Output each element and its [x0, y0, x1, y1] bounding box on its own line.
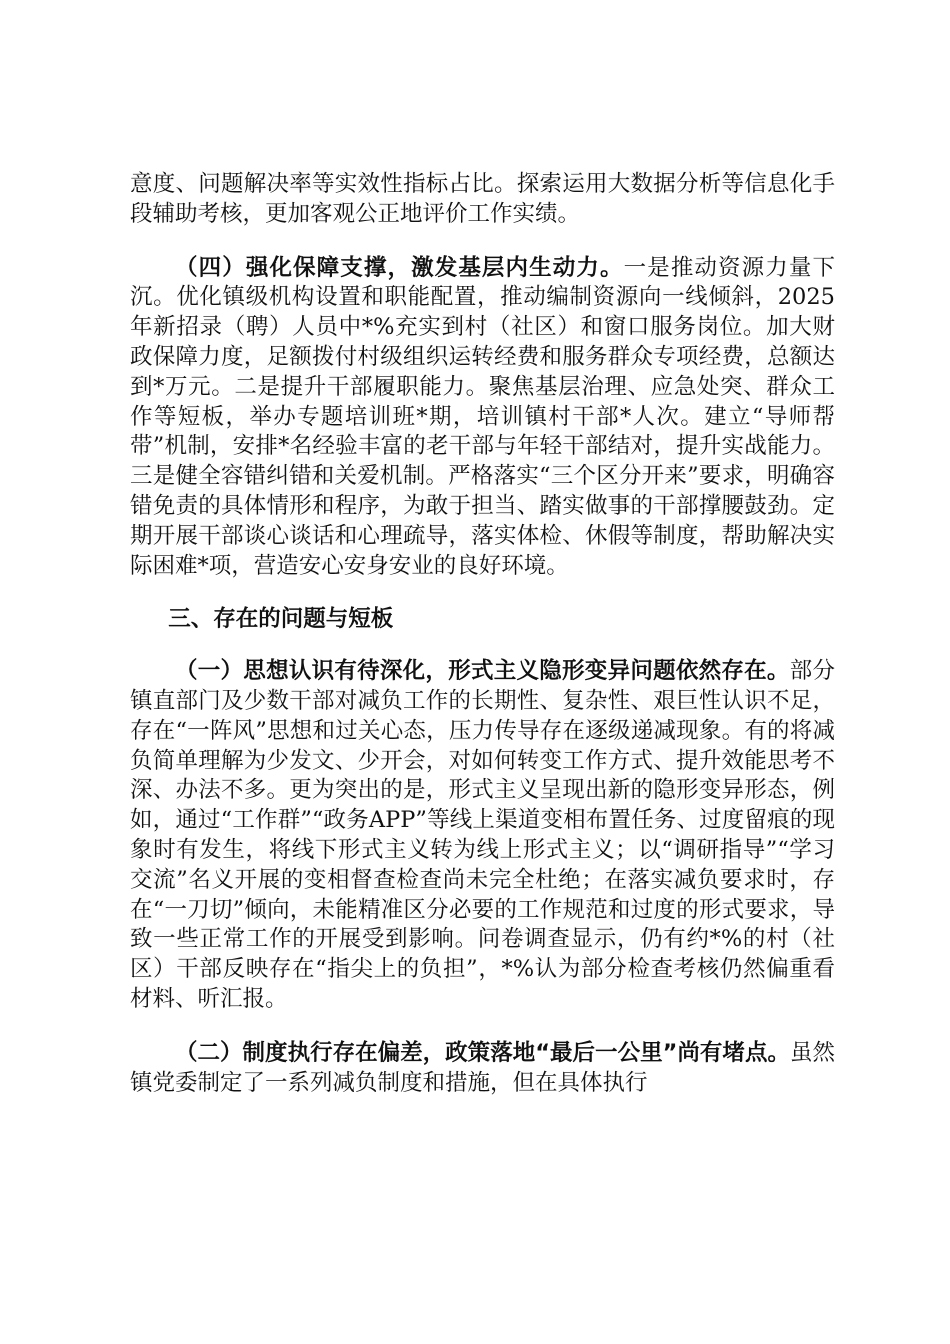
paragraph-text: 一是推动资源力量下沉。优化镇级机构设置和职能配置，推动编制资源向一线倾斜，2025年新招录（聘）人员中*%充实到村（社区）和窗口服务岗位。加大财政保障力度，足额拨付村级组织运转经费和服务群众专项经费，总额达到*万元。二是提升干部履职能力。聚焦基层治理、应急处突、群众工作等短板，举办专题培训班*期，培训镇村干部*人次。建立“导师帮带”机制，安排*名经验丰富的老干部与年轻干部结对，提升实战能力。三是健全容错纠错和关爱机制。严格落实“三个区分开来”要求，明确容错免责的具体情形和程序，为敢于担当、踏实做事的干部撑腰鼓劲。定期开展干部谈心谈话和心理疏导，落实体检、休假等制度，帮助解决实际困难*项，营造安心安身安业的良好环境。	[130, 254, 835, 579]
paragraph-strengthen-support	[130, 254, 835, 582]
document-body	[130, 170, 835, 1122]
section-heading: 三、存在的问题与短板	[168, 606, 394, 633]
paragraph-lead-heading: （一）思想认识有待深化，形式主义隐形变异问题依然存在。	[175, 658, 790, 685]
paragraph-system-execution	[130, 1039, 835, 1099]
paragraph-lead-heading: （四）强化保障支撑，激发基层内生动力。	[175, 254, 624, 281]
paragraph-ideological-awareness	[130, 657, 835, 1015]
paragraph-lead-heading: （二）制度执行存在偏差，政策落地“最后一公里”尚有堵点。	[175, 1039, 790, 1066]
paragraph-text: 部分镇直部门及少数干部对减负工作的长期性、复杂性、艰巨性认识不足，存在“一阵风”思想和过关心态，压力传导存在逐级递减现象。有的将减负简单理解为少发文、少开会，对如何转变工作方式、提升效能思考不深、办法不多。更为突出的是，形式主义呈现出新的隐形变异形态，例如，通过“工作群”“政务APP”等线上渠道变相布置任务、过度留痕的现象时有发生，将线下形式主义转为线上形式主义；以“调研指导”“学习交流”名义开展的变相督查检查尚未完全杜绝；在落实减负要求时，存在“一刀切”倾向，未能精准区分必要的工作规范和过度的形式要求，导致一些正常工作的开展受到影响。问卷调查显示，仍有约*%的村（社区）干部反映存在“指尖上的负担”，*%认为部分检查考核仍然偏重看材料、听汇报。	[130, 658, 835, 1012]
paragraph-text: 意度、问题解决率等实效性指标占比。探索运用大数据分析等信息化手段辅助考核，更加客观公正地评价工作实绩。	[130, 171, 835, 227]
paragraph-continuation	[130, 170, 835, 230]
paragraph-text: 虽然镇党委制定了一系列减负制度和措施，但在具体执行	[130, 1039, 835, 1096]
